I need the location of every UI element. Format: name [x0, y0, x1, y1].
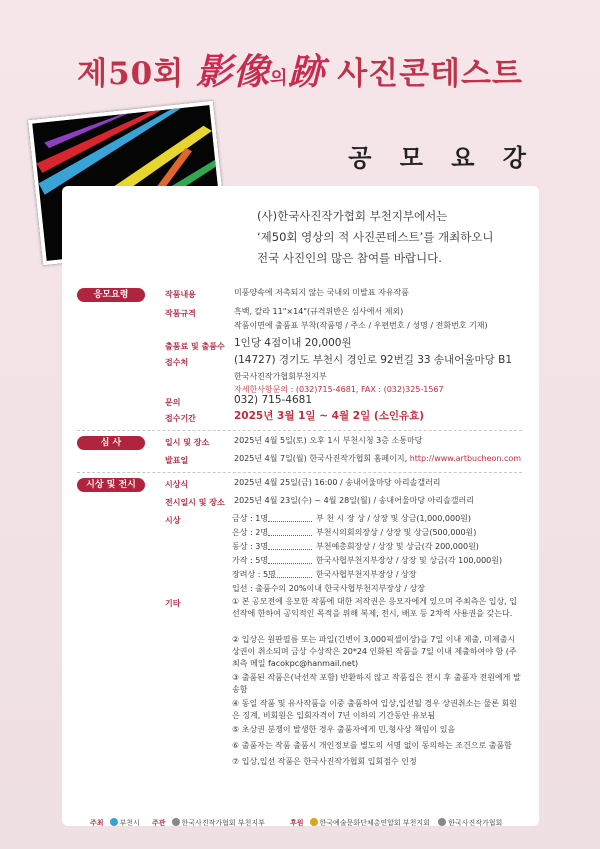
intro-line: 전국 사진인의 많은 참여를 바랍니다.: [257, 251, 442, 265]
intro-text: [257, 206, 527, 269]
title-cal-2: 跡: [288, 51, 326, 93]
etc-item: ③ 출품된 작품은(낙선작 포함) 반환하지 않고 작품집은 전시 후 출품자 전원에게 발송함: [232, 673, 521, 694]
prize-value: 부 천 시 장 상 / 상장 및 상금(1,000,000원): [316, 514, 472, 523]
value-exhibit: 2025년 4월 23일(수) ~ 4월 28일(월) / 송내어울마당 아리솔갤러리: [234, 496, 474, 505]
sponsor-1: 한국예술문화단체총연합회 부천지회: [319, 819, 430, 827]
value-spec-2: 작품이면에 출품표 부착(작품명 / 주소 / 우편번호 / 성명 / 전화번호 기재): [234, 321, 488, 330]
label-inquiry: 문의: [165, 398, 181, 407]
prize-name: 장려상 : 5명: [232, 570, 276, 579]
prize-name: 가작 : 5명: [232, 556, 269, 565]
footer-host: [90, 818, 140, 828]
organizer-key: 주관: [152, 819, 166, 827]
title-calligraphy: [196, 51, 325, 93]
label-work: 작품내용: [165, 290, 196, 299]
homepage-link[interactable]: http://www.artbucheon.com: [409, 454, 522, 463]
value-bonus: 입선 : 출품수의 20%이내 한국사협부천지부장상 / 상장: [232, 584, 425, 593]
sponsor-key: 후원: [290, 819, 304, 827]
etc-item: ② 입상은 원판필름 또는 파일(긴변이 3,000픽셀이상)을 7일 이내 제출, 미제출시 상권이 취소되며 금상 수상작은 20*24 인화된 작품을 7일 이내 제출하여야 함 (주최측 메일 facokpc@hanmail.net): [232, 635, 517, 668]
title-cal-1: 影像: [195, 51, 270, 93]
prize-value: 한국사협부천지부장상 / 상장: [316, 570, 417, 579]
label-spec: 작품규격: [165, 309, 196, 318]
prize-name: 은상 : 2명: [232, 528, 269, 537]
prize-value: 부천예총회장상 / 상장 및 상금(각 200,000원): [316, 542, 479, 551]
value-work: 미풍양속에 저촉되지 않는 국내외 미발표 자유작품: [234, 288, 410, 297]
value-inquiry: 032) 715-4681: [234, 394, 313, 406]
value-announce: [234, 452, 521, 466]
etc-item: ① 본 공모전에 응모한 작품에 대한 저작권은 응모자에게 있으며 주최측은 입상, 입선작에 한하여 공익적인 목적을 위해 복제, 전시, 배포 등 2차적 사용권을 갖는다.: [232, 597, 517, 618]
title-contest: 사진콘테스트: [337, 56, 523, 92]
value-judge-date: 2025년 4월 5일(토) 오후 1시 부천시청 3층 소통마당: [234, 436, 423, 445]
etc-item: ⑤ 초상권 분쟁이 발생한 경우 출품자에게 민,형사상 책임이 있음: [232, 725, 456, 734]
footer-sponsor: [290, 818, 502, 828]
label-count: 출품료 및 출품수: [165, 342, 225, 351]
divider: [77, 430, 522, 431]
value-org: 한국사진작가협회부천지부: [234, 372, 327, 381]
leader-dots: [268, 577, 312, 578]
label-exhibit: 전시일시 및 장소: [165, 498, 225, 507]
host-key: 주최: [90, 819, 104, 827]
etc-item: ⑥ 출품자는 작품 출품시 개인정보를 별도의 서명 없이 동의하는 조건으로 출품함: [232, 741, 512, 750]
prize-value: 한국사협부천지부장상 / 상장 및 상금(각 100,000원): [316, 556, 503, 565]
section-application: 응모요령: [77, 288, 145, 302]
arts-council-logo-icon: [310, 818, 318, 826]
bucheon-logo-icon: [110, 818, 118, 826]
label-submit: 접수처: [165, 358, 189, 367]
intro-line: (사)한국사진작가협회 부천지부에서는: [257, 209, 448, 223]
section-awards: 시상 및 전시: [77, 478, 145, 492]
kpa-logo-icon: [172, 818, 180, 826]
footer-organizer: [152, 818, 265, 828]
subtitle: 공 모 요 강: [348, 144, 536, 172]
label-judge-date: 일시 및 장소: [165, 438, 210, 447]
prize-name: 동상 : 3명: [232, 542, 269, 551]
value-award-date: 2025년 4월 25일(금) 16:00 / 송내어울마당 아리솔갤러리: [234, 478, 441, 487]
leader-dots: [268, 535, 312, 536]
host-value: 부천시: [119, 819, 140, 827]
kpa-logo-icon: [438, 818, 446, 826]
prize-name: 금상 : 1명: [232, 514, 269, 523]
title-number: 제50회: [77, 56, 185, 92]
etc-item: ⑦ 입상,입선 작품은 한국사진작가협회 입회점수 인정: [232, 757, 417, 766]
divider: [77, 472, 522, 473]
sponsor-2: 한국사진작가협회: [448, 819, 503, 827]
label-award-date: 시상식: [165, 480, 189, 489]
page-title: [0, 44, 600, 95]
value-address: (14727) 경기도 부천시 경인로 92번길 33 송내어울마당 B1: [234, 354, 512, 366]
value-spec-1: 흑백, 칼라 11"×14"(규격위반은 심사에서 제외): [234, 307, 404, 316]
value-count: 1인당 4점이내 20,000원: [234, 337, 352, 349]
organizer-value: 한국사진작가협회 부천지부: [181, 819, 265, 827]
announce-text: 2025년 4월 7일(월) 한국사진작가협회 홈페이지,: [234, 454, 410, 463]
label-announce: 발표일: [165, 456, 189, 465]
intro-line: ‘제50회 영상의 적 사진콘테스트’를 개최하오니: [257, 230, 494, 244]
value-period: 2025년 3월 1일 ~ 4월 2일 (소인유효): [234, 410, 425, 422]
title-cal-mid: 의: [269, 68, 289, 89]
prize-value: 부천시의회의장상 / 상장 및 상금(500,000원): [316, 528, 477, 537]
leader-dots: [268, 563, 312, 564]
section-judging: 심 사: [77, 436, 145, 450]
label-etc: 기타: [165, 599, 181, 608]
leader-dots: [268, 549, 312, 550]
label-period: 접수기간: [165, 414, 196, 423]
etc-item: ④ 동일 작품 및 유사작품을 이중 출품하여 입상,입선될 경우 상권취소는 물론 회원은 징계, 비회원은 입회자격이 7년 이하의 기간동안 유보됨: [232, 699, 517, 720]
leader-dots: [268, 521, 312, 522]
value-contact: 자세한사항문의 : (032)715-4681, FAX : (032)325-1567: [234, 385, 444, 394]
label-prizes: 시상: [165, 516, 181, 525]
